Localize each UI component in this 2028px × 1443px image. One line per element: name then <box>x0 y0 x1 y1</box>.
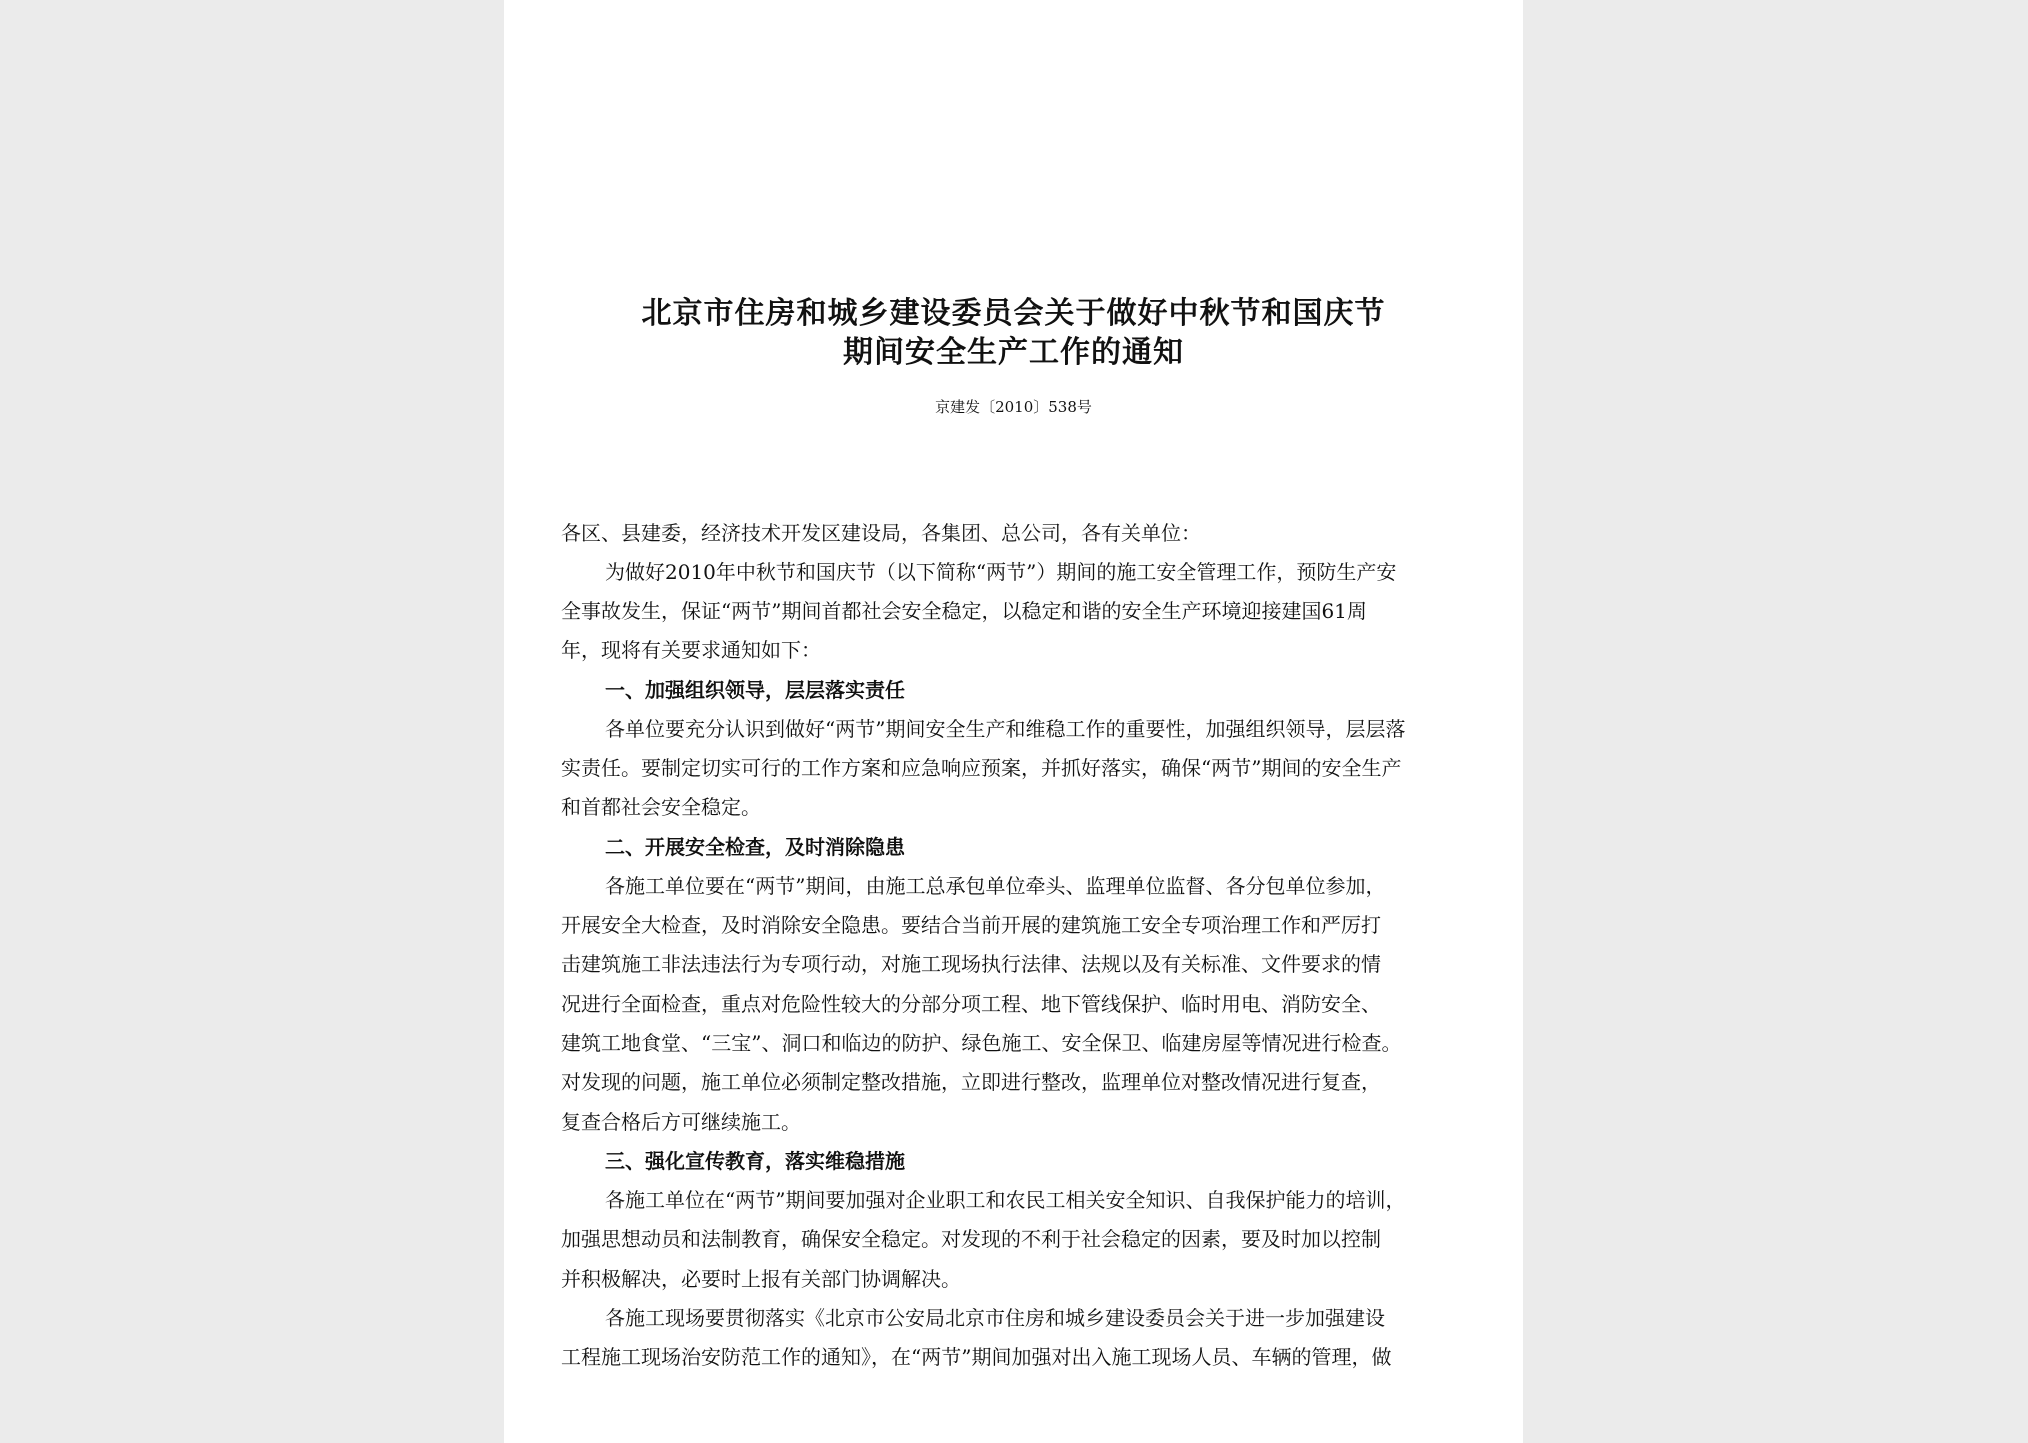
body-line: 各单位要充分认识到做好“两节”期间安全生产和维稳工作的重要性，加强组织领导，层层落 <box>605 717 1406 741</box>
body-line: 全事故发生，保证“两节”期间首都社会安全稳定，以稳定和谐的安全生产环境迎接建国61周 <box>561 599 1367 623</box>
body-line: 加强思想动员和法制教育，确保安全稳定。对发现的不利于社会稳定的因素，要及时加以控制 <box>561 1227 1381 1251</box>
section-heading-1: 一、加强组织领导，层层落实责任 <box>605 678 905 702</box>
body-line: 并积极解决，必要时上报有关部门协调解决。 <box>561 1267 961 1291</box>
body-line: 各施工单位要在“两节”期间，由施工总承包单位牵头、监理单位监督、各分包单位参加， <box>605 874 1386 898</box>
body-line: 击建筑施工非法违法行为专项行动，对施工现场执行法律、法规以及有关标准、文件要求的情 <box>561 952 1381 976</box>
body-line: 复查合格后方可继续施工。 <box>561 1110 801 1134</box>
body-line: 为做好2010年中秋节和国庆节（以下简称“两节”）期间的施工安全管理工作，预防生产安 <box>605 560 1397 584</box>
addressee-line: 各区、县建委，经济技术开发区建设局，各集团、总公司，各有关单位： <box>561 521 1201 545</box>
body-line: 实责任。要制定切实可行的工作方案和应急响应预案，并抓好落实，确保“两节”期间的安全生产 <box>561 756 1402 780</box>
document-title-line-1: 北京市住房和城乡建设委员会关于做好中秋节和国庆节 <box>641 296 1386 331</box>
body-line: 年，现将有关要求通知如下： <box>561 638 821 662</box>
document-title-line-2: 期间安全生产工作的通知 <box>843 335 1184 370</box>
body-line: 工程施工现场治安防范工作的通知》，在“两节”期间加强对出入施工现场人员、车辆的管理，做 <box>561 1345 1392 1369</box>
body-line: 建筑工地食堂、“三宝”、洞口和临边的防护、绿色施工、安全保卫、临建房屋等情况进行检查。 <box>561 1031 1402 1055</box>
body-line: 况进行全面检查，重点对危险性较大的分部分项工程、地下管线保护、临时用电、消防安全、 <box>561 992 1381 1016</box>
body-line: 对发现的问题，施工单位必须制定整改措施，立即进行整改，监理单位对整改情况进行复查， <box>561 1070 1381 1094</box>
body-line: 各施工现场要贯彻落实《北京市公安局北京市住房和城乡建设委员会关于进一步加强建设 <box>605 1306 1385 1330</box>
body-line: 和首都社会安全稳定。 <box>561 795 761 819</box>
section-heading-3: 三、强化宣传教育，落实维稳措施 <box>605 1149 905 1173</box>
document-number: 京建发〔2010〕538号 <box>935 398 1092 416</box>
section-heading-2: 二、开展安全检查，及时消除隐患 <box>605 835 905 859</box>
document-page <box>504 0 1523 1443</box>
body-line: 开展安全大检查，及时消除安全隐患。要结合当前开展的建筑施工安全专项治理工作和严厉打 <box>561 913 1381 937</box>
body-line: 各施工单位在“两节”期间要加强对企业职工和农民工相关安全知识、自我保护能力的培训， <box>605 1188 1406 1212</box>
